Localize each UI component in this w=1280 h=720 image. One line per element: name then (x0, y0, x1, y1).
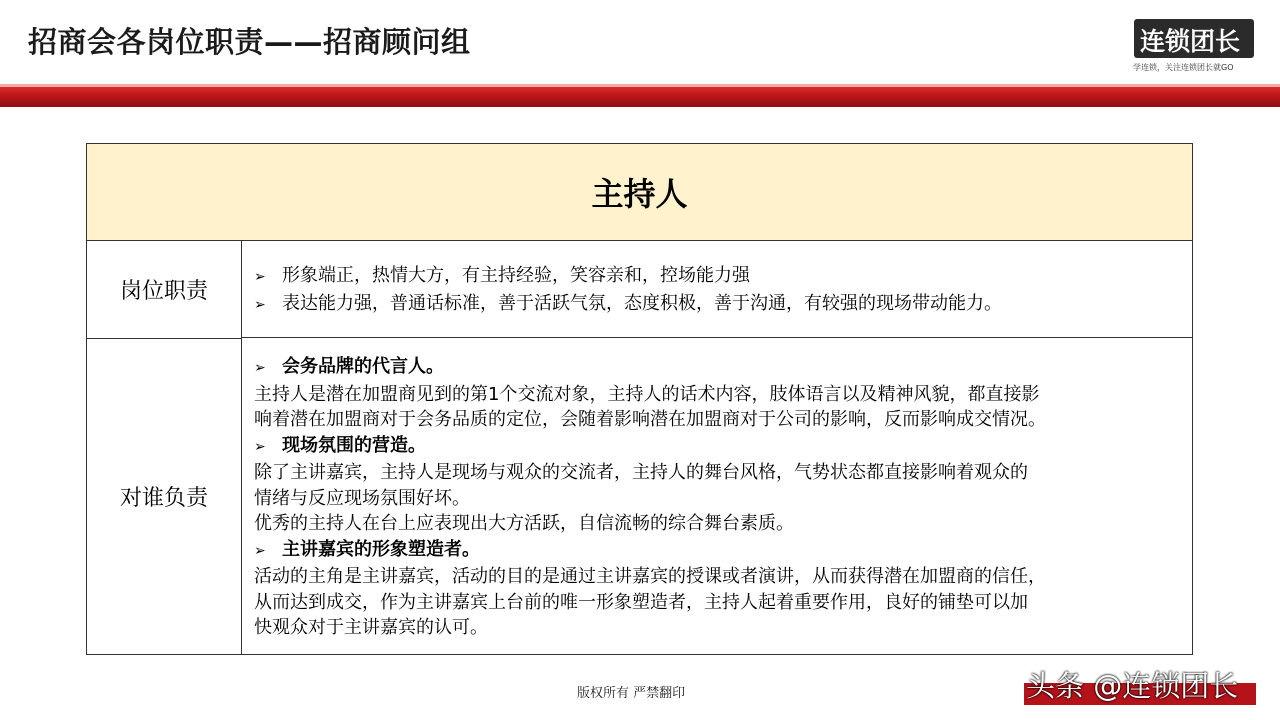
table-header-title: 主持人 (591, 175, 688, 213)
arrowhead-bullet-icon: ➢ (254, 438, 266, 455)
paragraph-line: 除了主讲嘉宾，主持人是现场与观众的交流者，主持人的舞台风格，气势状态都直接影响着观众的 (254, 462, 1028, 483)
paragraph-line: 活动的主角是主讲嘉宾，活动的目的是通过主讲嘉宾的授课或者演讲，从而获得潜在加盟商的信任， (254, 566, 1046, 587)
section-heading (254, 354, 1192, 382)
page-title: 招商会各岗位职责——招商顾问组 (28, 25, 471, 59)
red-band (0, 84, 1280, 107)
duties-table (86, 143, 1193, 655)
paragraph-line: 快观众对于主讲嘉宾的认可。 (254, 617, 488, 638)
footer-copyright: 版权所有 严禁翻印 (577, 686, 686, 701)
table-header (87, 144, 1192, 241)
arrowhead-bullet-icon: ➢ (254, 269, 266, 285)
row-label-duties: 岗位职责 (87, 241, 242, 339)
section-heading-text: 现场氛围的营造。 (282, 434, 426, 456)
arrowhead-bullet-icon: ➢ (254, 296, 266, 313)
brand-logo (1134, 19, 1254, 58)
logo-text: 连锁团长 (1140, 27, 1241, 56)
section-heading-text: 主讲嘉宾的形象塑造者。 (282, 538, 480, 560)
arrowhead-bullet-icon: ➢ (254, 360, 266, 376)
logo-tagline: 学连锁，关注连锁团长就GO (1133, 63, 1234, 72)
watermark-text: 头条 @连锁团长 (1026, 669, 1239, 703)
section-heading (254, 537, 1192, 565)
bullet-text: 表达能力强，普通话标准，善于活跃气氛，态度积极，善于沟通，有较强的现场带动能力。 (282, 292, 1002, 314)
paragraph-line: 响着潜在加盟商对于会务品质的定位，会随着影响潜在加盟商对于公司的影响，反而影响成交情况。 (254, 409, 1046, 430)
arrowhead-bullet-icon: ➢ (254, 542, 266, 559)
paragraph-line: 情绪与反应现场氛围好坏。 (254, 487, 470, 509)
section-heading (254, 433, 1192, 461)
bullet-text: 形象端正，热情大方，有主持经验，笑容亲和，控场能力强 (282, 265, 750, 286)
red-band-highlight (0, 84, 1280, 87)
list-item (254, 263, 1192, 291)
row-content-duties (242, 241, 1192, 338)
section-heading-text: 会务品牌的代言人。 (282, 356, 444, 377)
row-content-responsibility (242, 339, 1192, 654)
list-item (254, 291, 1192, 319)
row-label-responsibility: 对谁负责 (87, 339, 242, 654)
paragraph-line: 从而达到成交，作为主讲嘉宾上台前的唯一形象塑造者，主持人起着重要作用，良好的铺垫可以加 (254, 591, 1028, 613)
paragraph-line: 主持人是潜在加盟商见到的第1个交流对象，主持人的话术内容，肢体语言以及精神风貌，都直接影 (254, 383, 1040, 405)
paragraph-line: 优秀的主持人在台上应表现出大方活跃，自信流畅的综合舞台素质。 (254, 513, 794, 534)
